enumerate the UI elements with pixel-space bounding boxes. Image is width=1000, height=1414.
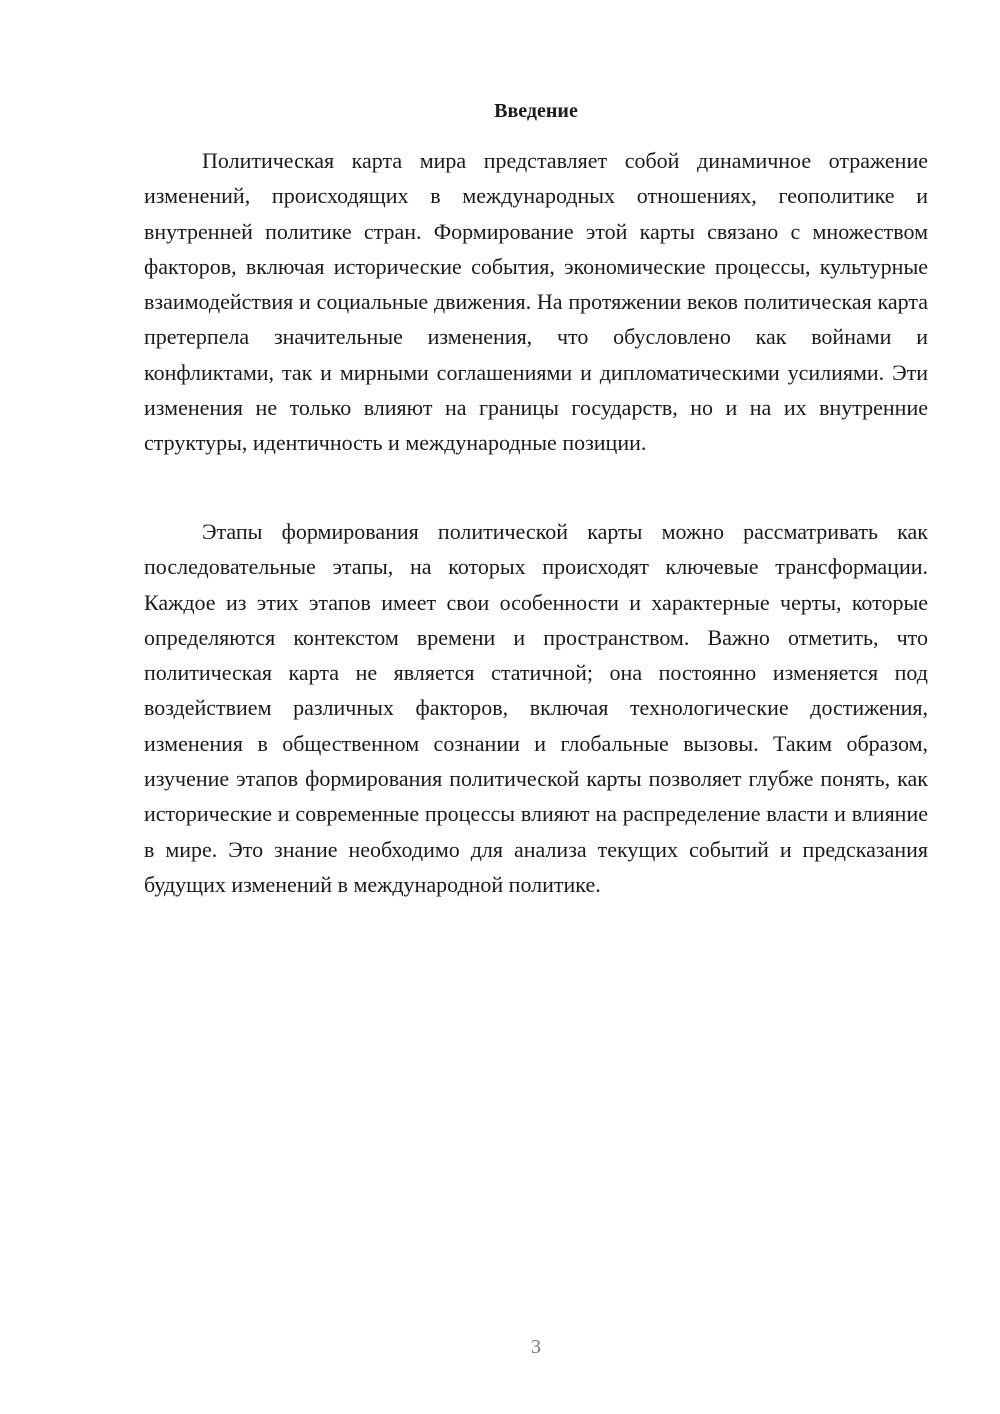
section-heading: Введение xyxy=(494,100,578,122)
paragraph-1: Политическая карта мира представляет собой динамичное отражение изменений, происходящих в международных отношениях, геополитике и внутренней политике стран. Формирование этой карты связано с множеством факторов, включая исторические события, экономические процессы, культурные взаимодействия и социальные движения. На протяжении веков политическая карта претерпела значительные изменения, что обусловлено как войнами и конфликтами, так и мирными соглашениями и дипломатическими усилиями. Эти изменения не только влияют на границы государств, но и на их внутренние структуры, идентичность и международные позиции. xyxy=(144,148,928,456)
page-number: 3 xyxy=(531,1336,541,1358)
paragraph-2: Этапы формирования политической карты можно рассматривать как последовательные этапы, на которых происходят ключевые трансформации. Каждое из этих этапов имеет свои особенности и характерные черты, которые определяются контекстом времени и пространством. Важно отметить, что политическая карта не является статичной; она постоянно изменяется под воздействием различных факторов, включая технологические достижения, изменения в общественном сознании и глобальные вызовы. Таким образом, изучение этапов формирования политической карты позволяет глубже понять, как исторические и современные процессы влияют на распределение власти и влияние в мире. Это знание необходимо для анализа текущих событий и предсказания будущих изменений в международной политике. xyxy=(144,519,928,897)
